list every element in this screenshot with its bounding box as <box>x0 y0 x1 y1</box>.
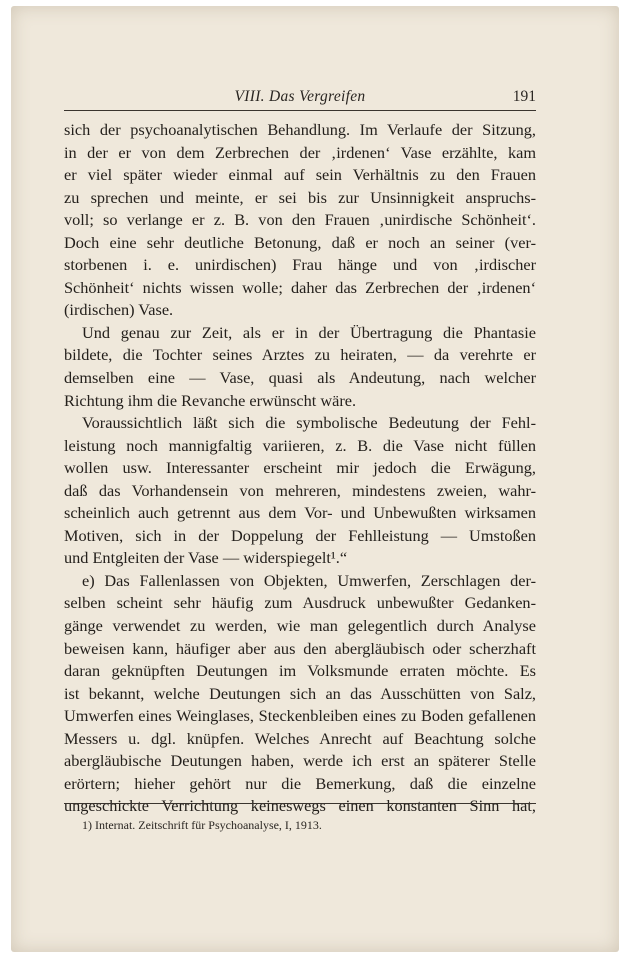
text-line: selben scheint sehr häufig zum Ausdruck unbewußter Gedanken- <box>64 593 536 613</box>
text-line: Motiven, sich in der Doppelung der Fehlleistung — Umstoßen <box>64 525 536 545</box>
text-line: ungeschickte Verrichtung keineswegs einen konstanten Sinn hat, <box>64 796 536 816</box>
text-line: in der er von dem Zerbrechen der ‚irdenen‘ Vase erzählte, kam <box>64 142 536 162</box>
text-line: Voraussichtlich läßt sich die symbolische Bedeutung der Fehl- <box>82 413 536 433</box>
text-line: sich der psychoanalytischen Behandlung. Im Verlaufe der Sitzung, <box>64 120 536 139</box>
text-line: erörtern; hieher gehört nur die Bemerkung, daß die einzelne <box>64 773 536 793</box>
text-line: demselben eine — Vase, quasi als Andeutung, nach welcher <box>64 368 536 388</box>
text-line: leistung noch mannigfaltig variieren, z. B. die Vase nicht füllen <box>64 435 536 455</box>
header-rule <box>64 110 536 111</box>
body-text <box>64 119 536 818</box>
text-line: wollen usw. Interessanter erscheint mir jedoch die Erwägung, <box>64 458 536 478</box>
text-line: (irdischen) Vase. <box>64 300 174 320</box>
text-line: Doch eine sehr deutliche Betonung, daß er noch an seiner (ver- <box>64 232 536 252</box>
text-line: daß das Vorhandensein von mehreren, mindestens zweien, wahr- <box>64 480 536 500</box>
footnote: 1) Internat. Zeitschrift für Psychoanalyse, I, 1913. <box>82 818 322 832</box>
text-line: e) Das Fallenlassen von Objekten, Umwerfen, Zerschlagen der- <box>82 570 536 590</box>
text-line: abergläubische Deutungen haben, werde ich erst an späterer Stelle <box>64 751 536 771</box>
text-line: daran geknüpften Deutungen im Volksmunde erraten möchte. Es <box>64 661 536 681</box>
text-line: bildete, die Tochter seines Arztes zu heiraten, — da verehrte er <box>64 345 536 365</box>
page-number: 191 <box>512 88 536 105</box>
text-line: Schönheit‘ nichts wissen wolle; daher das Zerbrechen der ‚irdenen‘ <box>64 277 536 297</box>
text-line: ist bekannt, welche Deutungen sich an das Ausschütten von Salz, <box>64 683 536 703</box>
text-line: scheinlich auch getrennt aus dem Vor- und Unbewußten wirksamen <box>64 503 536 523</box>
text-line: Und genau zur Zeit, als er in der Übertragung die Phantasie <box>82 322 536 342</box>
text-line: storbenen i. e. unirdischen) Frau hänge und von ‚irdischer <box>64 255 536 275</box>
text-line: gänge verwendet zu werden, wie man gelegentlich durch Analyse <box>64 616 536 636</box>
text-line: Messers u. dgl. knüpfen. Welches Anrecht auf Beachtung solche <box>64 728 536 748</box>
text-line: beweisen kann, häufiger aber aus den abergläubisch oder scherzhaft <box>64 638 536 658</box>
text-line: Umwerfen eines Weinglases, Steckenbleiben eines zu Boden gefallenen <box>64 706 536 726</box>
footnote-rule <box>64 803 536 804</box>
text-line: voll; so verlange er z. B. von den Frauen ‚unirdische Schönheit‘. <box>64 210 536 230</box>
text-line: er viel später wieder einmal auf sein Verhältnis zu den Frauen <box>64 165 536 185</box>
text-line: Richtung ihm die Revanche erwünscht wäre. <box>64 390 357 410</box>
running-head: VIII. Das Vergreifen <box>234 88 366 105</box>
page-header <box>64 88 536 108</box>
text-line: zu sprechen und meinte, er sei bis zur Unsinnigkeit anspruchs- <box>64 187 536 207</box>
text-line: und Entgleiten der Vase — widerspiegelt¹.“ <box>64 548 348 568</box>
